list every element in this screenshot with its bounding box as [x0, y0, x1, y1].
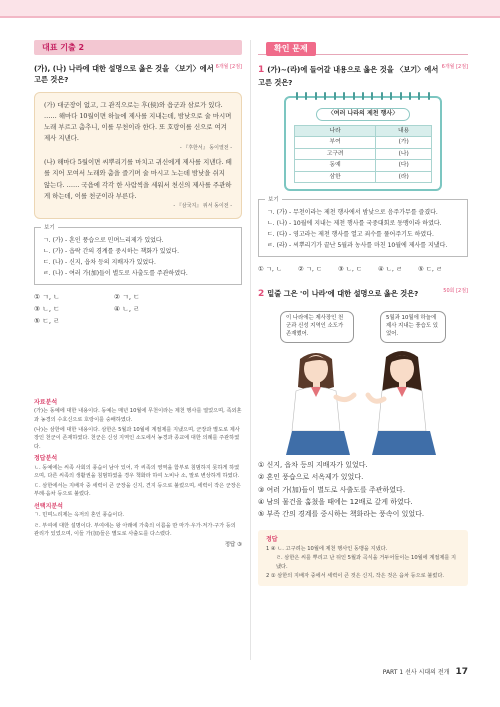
explanation-notes [34, 398, 242, 550]
choice-4[interactable]: ④ ㄴ, ㄹ [114, 304, 140, 313]
q2-choice-2[interactable]: ② 혼인 풍습으로 서옥제가 있었다. [258, 473, 364, 482]
question-1-text: (가)~(라)에 들어갈 내용으로 옳은 것을 〈보기〉에서 고른 것은? [258, 65, 439, 87]
answer-box [258, 530, 468, 586]
table-cell: (나) [376, 148, 432, 159]
bogi-item: ㄷ. (나) - 신지, 읍차 등의 지배자가 있었다. [43, 258, 156, 266]
table-cell: 동예 [295, 160, 376, 171]
table-cell: (가) [376, 137, 432, 148]
page-footer [383, 666, 468, 679]
bogi-item: ㄴ. (가) - 읍락 간의 경계를 중시하는 책화가 있었다. [43, 247, 180, 255]
choice-analysis-heading: 선택지분석 [34, 502, 63, 510]
table-cell: 고구려 [295, 148, 376, 159]
table-cell: 부여 [295, 137, 376, 148]
bogi-item: ㄷ. (다) - 영고라는 제천 행사를 열고 죄수를 풀어주기도 하였다. [267, 231, 434, 239]
page-number: 17 [455, 667, 468, 677]
table-row [295, 160, 432, 171]
table-cell: 삼한 [295, 171, 376, 182]
top-band [0, 0, 500, 18]
question-2-tag: 50회 [2점] [443, 287, 468, 294]
bogi-item: ㄹ. (라) - 씨뿌리기가 끝난 5월과 농사를 마친 10월에 제사를 지냈다. [267, 242, 448, 250]
q2-choice-5[interactable]: ⑤ 부족 간의 경계를 중시하는 책화라는 풍속이 있었다. [258, 510, 425, 519]
table-row [295, 137, 432, 148]
bogi-box [34, 224, 242, 285]
source-b-text: (나) 해마다 5월이면 씨뿌리기를 마치고 귀신에게 제사를 지낸다. 떼를 지어 모여서 노래와 춤을 즐기며 술 마시고 노는데 밤낮을 쉬지 않는다. …… 국읍에 각각 한 사람씩을 세워서 천신의 제사를 주관하게 하는데, 이를 천군이라 부른다. [44, 158, 232, 200]
main-question [34, 64, 242, 86]
question-2-choices [258, 459, 468, 520]
section-title-check-label: 확인 문제 [266, 42, 316, 56]
question-1 [258, 64, 468, 88]
bogi-box-q1 [258, 196, 468, 257]
bogi-label: 보기 [41, 223, 58, 233]
right-column [258, 40, 468, 586]
q2-choice-1[interactable]: ① 신지, 읍차 등의 지배자가 있었다. [258, 461, 368, 470]
choice-2[interactable]: ② ㄱ, ㄷ [114, 293, 140, 302]
answer-line: 1 ④ ㄴ. 고구려는 10월에 제천 행사인 동맹을 지냈다. [266, 546, 388, 553]
question-2-number: 2 [258, 288, 265, 299]
left-column [34, 40, 242, 550]
analysis-text: (가)는 동예에 대한 내용이다. 동예는 매년 10월에 무천이라는 제천 행사를 열었으며, 족외혼과 농경의 수호신으로 호랑이를 숭배하였다. [34, 408, 242, 423]
choice-analysis-text: ㄹ. 부여에 대한 설명이다. 부여에는 왕 아래에 가축의 이름을 딴 마가·우가·저가·구가 등의 관리가 있었으며, 이들 가(加)들은 별도로 사출도를 다스렸다. [34, 522, 236, 537]
question-1-tag: 6개월 [2점] [441, 64, 468, 70]
q1-choices [258, 264, 468, 275]
source-b-ref: - 『삼국지』 위서 동이전 - [173, 202, 232, 209]
choice-1[interactable]: ① ㄱ, ㄴ [34, 293, 60, 302]
question-text: (가), (나) 나라에 대한 설명으로 옳은 것을 〈보기〉에서 고른 것은? [34, 64, 214, 84]
question-2 [258, 288, 468, 302]
section-title-check [258, 40, 468, 55]
table-row [295, 148, 432, 159]
student-right-figure [368, 351, 436, 455]
q2-choice-3[interactable]: ③ 여러 가(加)들이 별도로 사출도를 주관하였다. [258, 485, 406, 494]
answer-analysis-text: ㄴ. 동예에는 씨족 사회의 풍습이 남아 있어, 각 씨족의 영역을 함부로 침범하지 못하게 하였으며, 다른 씨족의 생활권을 침범하였을 경우 책화라 하여 노비나 소, 말로 변상하게 하였다. [34, 464, 240, 479]
choice-3[interactable]: ③ ㄴ, ㄷ [338, 265, 363, 274]
source-a-ref: - 『후한서』 동이열전 - [179, 145, 232, 152]
choice-1[interactable]: ① ㄱ, ㄴ [258, 265, 283, 274]
choice-analysis-text: ㄱ. 민며느리제는 옥저의 혼인 풍습이다. [34, 512, 125, 519]
analysis-text: (나)는 삼한에 대한 내용이다. 삼한은 5월과 10월에 계절제를 지냈으며, 군장과 별도로 제사장인 천군이 존재하였다. 천군은 신성 지역인 소도에서 농경과 종교에 대한 의례를 주관하였다. [34, 426, 240, 450]
speech-bubble-left: 이 나라에는 제사장인 천군과 신성 지역인 소도가 존재했어. [280, 311, 354, 342]
source-a-text: (가) 대군장이 없고, 그 관직으로는 후(侯)와 읍군과 삼로가 있다. …… 해마다 10월이면 하늘에 제사를 지내는데, 밤낮으로 술 마시며 노래 부르고 춤추니, 이를 무천이라 한다. 또 호랑이를 신으로 여겨 제사 지낸다. [44, 100, 232, 143]
question-1-number: 1 [258, 65, 265, 75]
table-header: 나라 [295, 125, 376, 136]
bogi-item: ㄱ. (가) - 무천이라는 제천 행사에서 밤낮으로 음주가무를 즐겼다. [267, 208, 438, 216]
column-divider [250, 40, 251, 660]
footer-part-title: PART 1 선사 시대의 전개 [382, 669, 450, 676]
table-title: 〈여러 나라의 제천 행사〉 [316, 108, 410, 121]
table-cell: (라) [376, 171, 432, 182]
answer-box-heading: 정답 [266, 536, 278, 544]
answer-line: ㄹ. 삼한은 씨를 뿌리고 난 뒤인 5월과 곡식을 거두어들이는 10월에 계절제를 지냈다. [276, 555, 457, 571]
answer-label: 정답 ③ [224, 542, 242, 549]
choice-2[interactable]: ② ㄱ, ㄷ [298, 265, 323, 274]
table-header: 내용 [376, 125, 432, 136]
student-left-figure [286, 353, 354, 455]
choice-5[interactable]: ⑤ ㄷ, ㄹ [418, 265, 443, 274]
speech-bubble-right: 5월과 10월에 하늘에 제사 지내는 풍습도 있었어. [380, 311, 446, 342]
choice-4[interactable]: ④ ㄴ, ㄹ [378, 265, 403, 274]
analysis-heading: 자료분석 [34, 398, 58, 406]
source-box [34, 92, 242, 219]
festival-table [294, 125, 432, 183]
festival-table-notebook [284, 96, 442, 191]
question-tag: 6개월 [2점] [215, 64, 242, 70]
section-title-representative: 대표 기출 2 [34, 40, 242, 55]
bogi-item: ㄱ. (가) - 혼인 풍습으로 민며느리제가 있었다. [43, 236, 164, 244]
bogi-item: ㄴ. (나) - 10월에 지내는 제천 행사를 국중대회로 동맹이라 하였다. [267, 220, 442, 228]
bogi-item: ㄹ. (나) - 여러 가(加)들이 별도로 사출도를 주관하였다. [43, 270, 188, 277]
choice-3[interactable]: ③ ㄴ, ㄷ [34, 304, 60, 313]
notebook-rings [296, 92, 430, 100]
q2-choice-4[interactable]: ④ 남의 물건을 훔쳤을 때에는 12배로 갚게 하였다. [258, 497, 413, 506]
table-row [295, 171, 432, 182]
students-illustration [258, 307, 468, 455]
choice-5[interactable]: ⑤ ㄷ, ㄹ [34, 316, 60, 325]
students-drawing [258, 307, 468, 455]
answer-line: 2 ① 삼한의 지배자 중에서 세력이 큰 것은 신지, 작은 것은 읍차 등으로 불렀다. [266, 572, 445, 579]
table-cell: (다) [376, 160, 432, 171]
answer-analysis-text: ㄷ. 삼한에서는 지배자 중 세력이 큰 군장을 신지, 견지 등으로 불렀으며, 세력이 작은 군장은 부례·읍차 등으로 불렀다. [34, 483, 241, 498]
bogi-label: 보기 [265, 195, 282, 205]
question-2-text: 밑줄 그은 '이 나라'에 대한 설명으로 옳은 것은? [267, 288, 419, 298]
answer-choices [34, 292, 242, 328]
answer-analysis-heading: 정답분석 [34, 454, 58, 462]
